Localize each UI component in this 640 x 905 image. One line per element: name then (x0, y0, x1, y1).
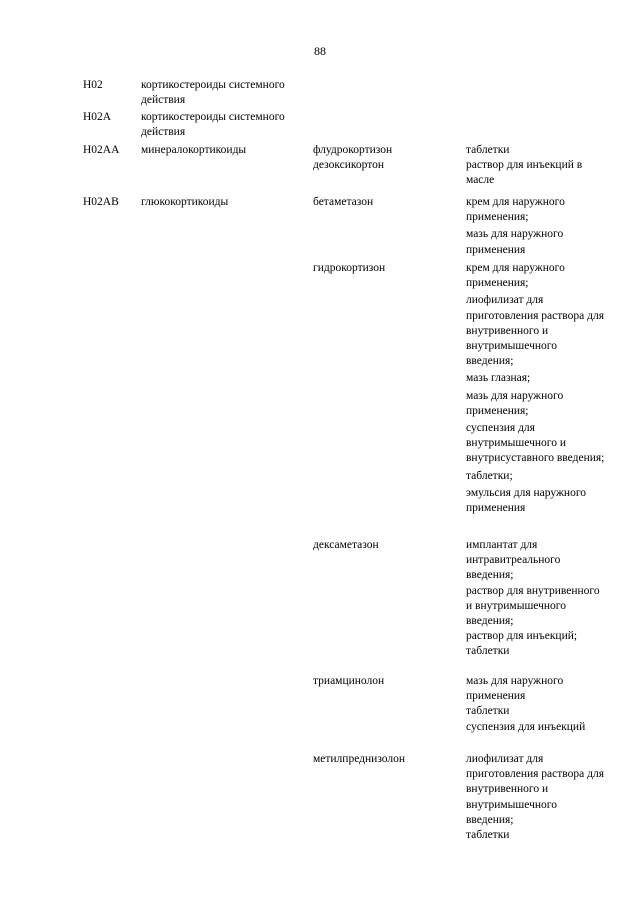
dosage-form: суспензия для внутримышечного и внутрисуставного введения; (466, 422, 605, 465)
dosage-form: мазь для наружного применения (466, 675, 564, 703)
drug-name: дексаметазон (313, 539, 379, 551)
table-row (0, 78, 640, 110)
dosage-form: крем для наружного применения; (466, 262, 565, 290)
dosage-form: мазь для наружного применения (466, 228, 564, 256)
dosage-form: эмульсия для наружного применения (466, 486, 587, 515)
atc-code: H02AA (83, 144, 120, 156)
atc-code: H02AB (83, 196, 119, 208)
dosage-form: крем для наружного применения; (466, 196, 565, 224)
dosage-form: таблетки (466, 705, 510, 718)
dosage-forms (466, 752, 606, 843)
drug-name: метилпреднизолон (313, 753, 406, 765)
table-row (0, 752, 640, 862)
dosage-form: лиофилизат для приготовления раствора для внутривенного и внутримышечного введения; (466, 294, 604, 368)
dosage-form: таблетки (466, 144, 510, 156)
dosage-form: таблетки (466, 829, 510, 842)
dosage-forms (466, 674, 606, 735)
dosage-forms (466, 261, 606, 516)
table-row (0, 143, 640, 158)
dosage-forms (466, 195, 606, 258)
dosage-form: суспензия для инъекций (466, 720, 586, 733)
dosage-form: имплантат для интравитреального введения; (466, 539, 561, 582)
anatomic-therapeutic-group: глюкокортикоиды (141, 196, 229, 208)
dosage-form: таблетки; (466, 469, 513, 482)
anatomic-therapeutic-group: минералокортикоиды (141, 144, 247, 156)
dosage-form: раствор для инъекций в масле (466, 159, 583, 187)
dosage-form: таблетки (466, 645, 510, 658)
drug-name: флудрокортизон (313, 144, 393, 156)
atc-code: H02 (83, 79, 103, 91)
table-row (0, 110, 640, 143)
dosage-form: мазь глазная; (466, 372, 531, 385)
dosage-form: раствор для инъекций; (466, 630, 578, 643)
dosage-form: раствор для внутривенного и внутримышечного введения; (466, 584, 600, 628)
table-row (0, 674, 640, 752)
dosage-form: лиофилизат для приготовления раствора для внутривенного и внутримышечного введения; (466, 753, 604, 826)
dosage-forms (466, 143, 606, 158)
drug-name: дезоксикортон (313, 159, 385, 171)
dosage-forms (466, 538, 606, 660)
dosage-forms (466, 158, 606, 188)
table-row (0, 158, 640, 195)
atc-code: H02A (83, 111, 112, 123)
page-number: 88 (314, 44, 326, 58)
table-row (0, 538, 640, 674)
drug-name: бетаметазон (313, 196, 374, 208)
table-row (0, 261, 640, 538)
drug-name: гидрокортизон (313, 262, 386, 274)
anatomic-therapeutic-group: кортикостероиды системного действия (141, 111, 285, 139)
anatomic-therapeutic-group: кортикостероиды системного действия (141, 79, 285, 107)
drug-table (0, 78, 640, 862)
dosage-form: мазь для наружного применения; (466, 389, 564, 417)
drug-name: триамцинолон (313, 675, 385, 687)
table-row (0, 195, 640, 261)
